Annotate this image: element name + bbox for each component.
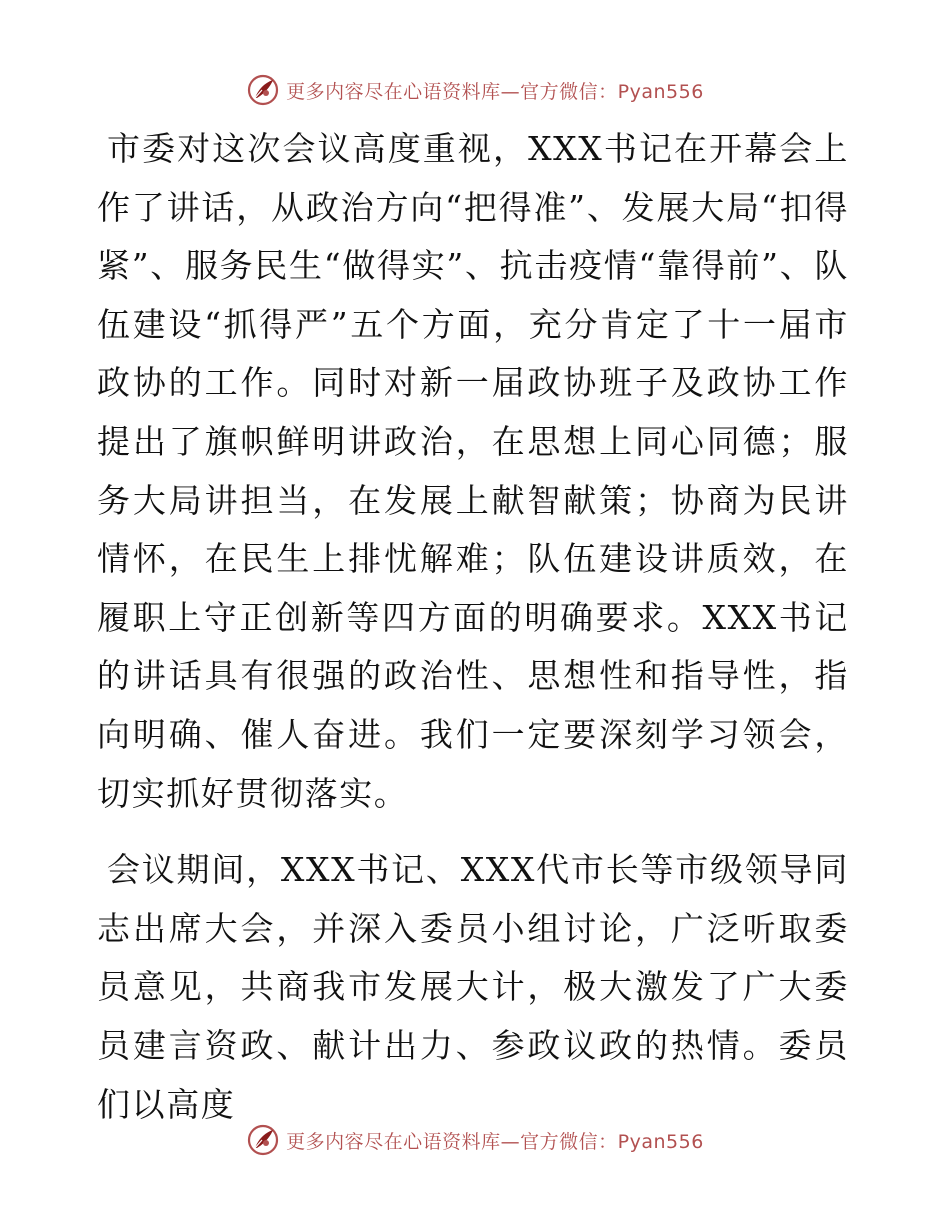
header-watermark-text: 更多内容尽在心语资料库—官方微信：Pyan556	[286, 80, 704, 103]
footer-watermark-text: 更多内容尽在心语资料库—官方微信：Pyan556	[286, 1130, 704, 1153]
footer-watermark	[0, 1120, 950, 1160]
header-watermark	[0, 70, 950, 110]
paragraph-2: 会议期间，XXX书记、XXX代市长等市级领导同志出席大会，并深入委员小组讨论，广泛听取委员意见，共商我市发展大计，极大激发了广大委员建言资政、献计出力、参政议政的热情。委员们以高度	[97, 850, 849, 1124]
feather-pen-logo-icon	[246, 73, 280, 107]
paragraph-1: 市委对这次会议高度重视，XXX书记在开幕会上作了讲话，从政治方向“把得准”、发展大局“扣得紧”、服务民生“做得实”、抗击疫情“靠得前”、队伍建设“抓得严”五个方面，充分肯定了十一届市政协的工作。同时对新一届政协班子及政协工作提出了旗帜鲜明讲政治，在思想上同心同德；服务大局讲担当，在发展上献智献策；协商为民讲情怀，在民生上排忧解难；队伍建设讲质效，在履职上守正创新等四方面的明确要求。XXX书记的讲话具有很强的政治性、思想性和指导性，指向明确、催人奋进。我们一定要深刻学习领会，切实抓好贯彻落实。	[97, 129, 849, 813]
document-body	[97, 120, 849, 1134]
feather-pen-logo-icon	[246, 1123, 280, 1157]
